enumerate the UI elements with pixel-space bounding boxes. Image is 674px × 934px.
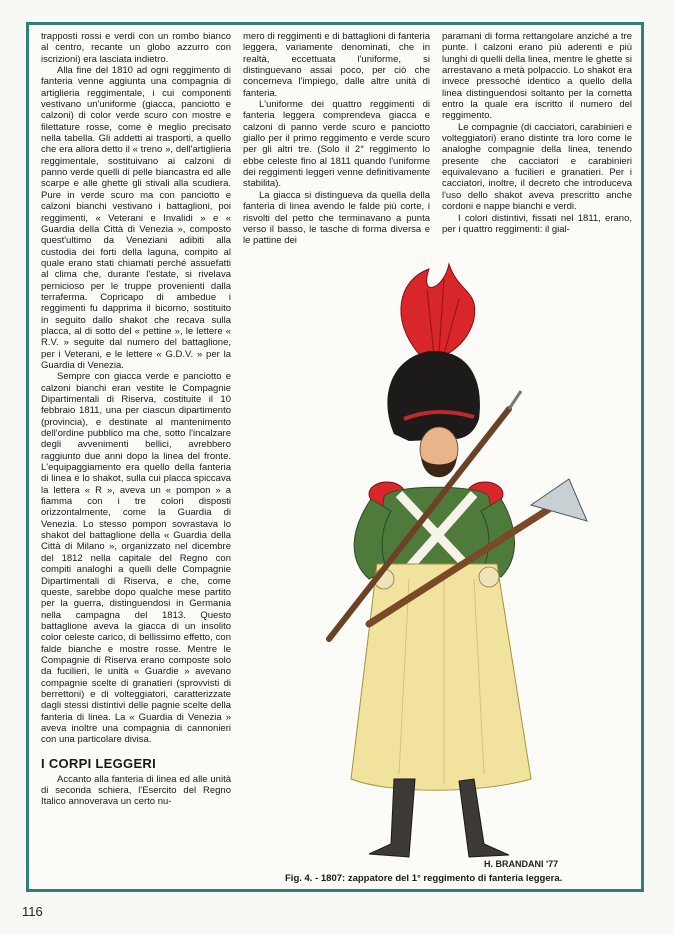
artist-signature: H. BRANDANI '77 <box>484 859 559 869</box>
paragraph: mero di reggimenti e di battaglioni di fanteria leggera, variamente denominati, che in realtà, eccettuata l'uniforme, si distinguevano assai poco, per ciò che concerneva l'impiego, dalle altre unità di fanteria. <box>243 31 430 99</box>
paragraph: paramani di forma rettangolare anziché a tre punte. I calzoni erano più aderenti e più lunghi di quelli della linea, mentre le ghette si arrestavano a metà polpaccio. Lo shakot era invece pressoché identico a quello della linea distinguendosi soltanto per la cornetta entro la quale era iscritto il numero del reggimento. <box>442 31 632 122</box>
paragraph: Le compagnie (di cacciatori, carabinieri e volteggiatori) erano distinte tra loro come le analoghe compagnie della linea, tenendo presente che cacciatori e carabinieri equivalevano a fucilieri e granatieri. Per i cacciatori, inoltre, il decreto che introduceva l'uso dello shakot aveva prescritto anche cordoni e nappe bianchi e verdi. <box>442 121 632 213</box>
paragraph: La giacca si distingueva da quella della fanteria di linea avendo le falde più corte, i risvolti del petto che terminavano a punta verso il basso, le tasche di forma diversa e le pattine dei <box>243 189 430 247</box>
paragraph: Alla fine del 1810 ad ogni reggimento di fanteria venne aggiunta una compagnia di artiglieria reggimentale, i cui componenti vestivano un'uniforme (giacca, panciotto e calzoni) di color verde scuro con mostre e filettature rosse, come è meglio precisato nella tabella. Gli addetti ai trasporti, a quello che era allora detto il « treno », dell'artiglieria reggimentale, sostituivano ai calzoni di panno verde quelli di pelle biancastra ed alle scarpe e alle ghette gli stivali alla scudiera. Pure in verde scuro ma con panciotto e calzoni bianchi vestivano i battaglioni, poi reggimenti, « Veterani e Invalidi » e « Guardia della Città di Venezia », composto quest'ultimo da Veneziani adibiti alla custodia dei forti della laguna, compito al quale erano stati chiamati perché assuefatti al clima che, durante l'estate, si rivelava pernicioso per le truppe provenienti dalla terraferma. Copricapo di ambedue i reggimenti fu dapprima il bicorno, sostituito in seguito dallo shakot che recava sulla placca, al di sotto del « pettine », le lettere « R.V. » seguite dal numero del battaglione, per i Veterani, e le lettere « G.D.V. » per la Guardia di Venezia. <box>41 65 231 371</box>
text-column-2 <box>243 31 430 247</box>
text-column-1 <box>41 31 231 808</box>
paragraph: Accanto alla fanteria di linea ed alle unità di seconda schiera, l'Esercito del Regno Italico annoverava un certo nu- <box>41 773 231 808</box>
paragraph: L'uniforme dei quattro reggimenti di fanteria leggera comprendeva giacca e calzoni di panno verde scuro e panciotto giallo per il primo reggimento e verde scuro per gli altri tre. (Solo il 2° reggimento lo ebbe celeste fino al 1811 quando l'uniforme dei reggimenti leggeri venne definitivamente stabilita). <box>243 99 430 190</box>
paragraph: Sempre con giacca verde e panciotto e calzoni bianchi eran vestite le Compagnie Dipartimentali di Riserva, costituite il 10 febbraio 1811, una per ciascun dipartimento (provincia), e destinate al mantenimento dell'ordine pubblico ma che, sotto l'incalzare degli avvenimenti bellici, avrebbero raggiunto due anni dopo la linea del fronte. L'equipaggiamento era quello della fanteria di linea e lo shakot, sulla cui placca spiccava la lettera « R », aveva un « pompon » a fiamma con i tre colori disposti orizzontalmente, come la Guardia di Venezia. Lo stesso pompon sovrastava lo shakot del battaglione della « Guardia della Città di Milano », organizzato nel dicembre del 1812 nella capitale del Regno con compiti analoghi a quelli delle Compagnie Dipartimentali di Riserva, e che, come queste, sarebbe dopo qualche mese partito per la guerra, distinguendosi in Germania nella campagna del 1813. Questo battaglione aveva la giacca di un insolito color celeste carico, di bellissimo effetto, con falde bianche e mostre rosse. Mentre le Compagnie di Riserva erano composte solo da fucilieri, le unità « Guardie » avevano compagnie scelte di granatieri (sprovvisti di berrettoni) e di volteggiatori, caratterizzate dagli stessi distintivi delle pagnie scelte della fanteria di linea. La « Guardia di Venezia » aveva inoltre una compagnia di cannonieri con una particolare divisa. <box>41 371 231 746</box>
section-heading: I CORPI LEGGERI <box>41 755 157 771</box>
page-number: 116 <box>22 904 43 919</box>
figure-caption: Fig. 4. - 1807: zappatore del 1° reggimento di fanteria leggera. <box>285 873 563 884</box>
page-frame <box>26 22 644 892</box>
paragraph: trapposti rossi e verdi con un rombo bianco al centro, recante un globo azzurro con iscrizioni) era lasciata indietro. <box>41 31 231 65</box>
paragraph: I colori distintivi, fissati nel 1811, erano, per i quattro reggimenti: il gial- <box>442 212 632 235</box>
text-column-3 <box>442 31 632 235</box>
sapper-illustration <box>269 259 609 869</box>
